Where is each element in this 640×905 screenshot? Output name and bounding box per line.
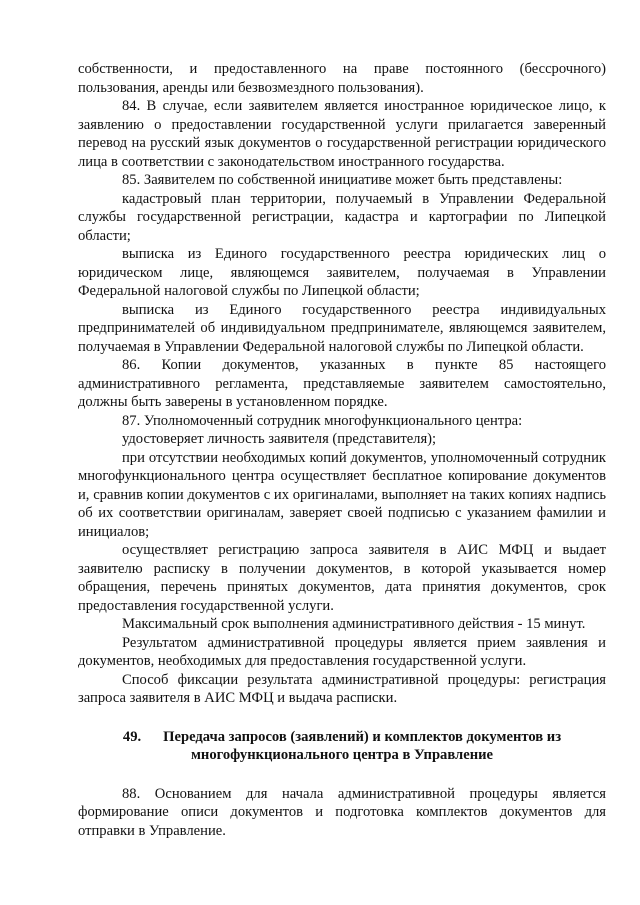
paragraph-87-item-3: осуществляет регистрацию запроса заявителя в АИС МФЦ и выдает заявителю расписку в получении документов, в которой указывается номер обращения, перечень принятых документов, дата принятия документов, срок предоставления государственной услуги. [78,542,606,614]
paragraph-fixation: Способ фиксации результата административной процедуры: регистрация запроса заявителя в АИС МФЦ и выдача расписки. [78,671,606,706]
paragraph-88: 88. Основанием для начала административной процедуры является формирование описи документов и подготовка комплектов документов для отправки в Управление. [78,785,606,839]
paragraph-85-item-3: выписка из Единого государственного реестра индивидуальных предпринимателей об индивидуальном предпринимателе, являющемся заявителем, получаемая в Управлении Федеральной налоговой службы по Липецкой области. [78,301,606,355]
paragraph-84: 84. В случае, если заявителем является иностранное юридическое лицо, к заявлению о предоставлении государственной услуги прилагается заверенный перевод на русский язык документов о государственной регистрации юридического лица в соответствии с законодательством иностранного государства. [78,98,606,170]
paragraph-87-item-1: удостоверяет личность заявителя (представителя); [122,431,437,447]
section-title-line-2: многофункционального центра в Управление [190,747,494,763]
paragraph-87: 87. Уполномоченный сотрудник многофункционального центра: [122,412,523,429]
paragraph-86: 86. Копии документов, указанных в пункте 85 настоящего административного регламента, представляемые заявителем самостоятельно, должны быть заверены в установленном порядке. [78,357,606,410]
section-heading [78,728,606,765]
section-number: 49. [122,728,142,745]
paragraph-result: Результатом административной процедуры является прием заявления и документов, необходимых для предоставления государственной услуги. [78,634,606,669]
paragraph-85-item-2: выписка из Единого государственного реестра юридических лиц о юридическом лице, являющемся заявителем, получаемая в Управлении Федеральной налоговой службы по Липецкой области; [78,246,606,299]
paragraph-87-item-2: при отсутствии необходимых копий документов, уполномоченный сотрудник многофункционального центра осуществляет бесплатное копирование документов и, сравнив копии документов с их оригиналами, выполняет на таких копиях надпись об их соответствии оригиналам, заверяет своей подписью с указанием фамилии и инициалов; [78,449,606,540]
document-page [78,60,606,840]
section-heading-line-1 [78,728,606,747]
paragraph-85-item-1: кадастровый план территории, получаемый в Управлении Федеральной службы государственной регистрации, кадастра и картографии по Липецкой области; [78,190,606,244]
paragraph-max-time: Максимальный срок выполнения административного действия - 15 минут. [122,616,586,632]
section-title-line-1: Передача запросов (заявлений) и комплектов документов из [163,728,562,745]
paragraph-continuation: собственности, и предоставленного на праве постоянного (бессрочного) пользования, аренды или безвозмездного пользования). [78,61,606,96]
paragraph-85: 85. Заявителем по собственной инициативе может быть представлены: [122,172,563,188]
